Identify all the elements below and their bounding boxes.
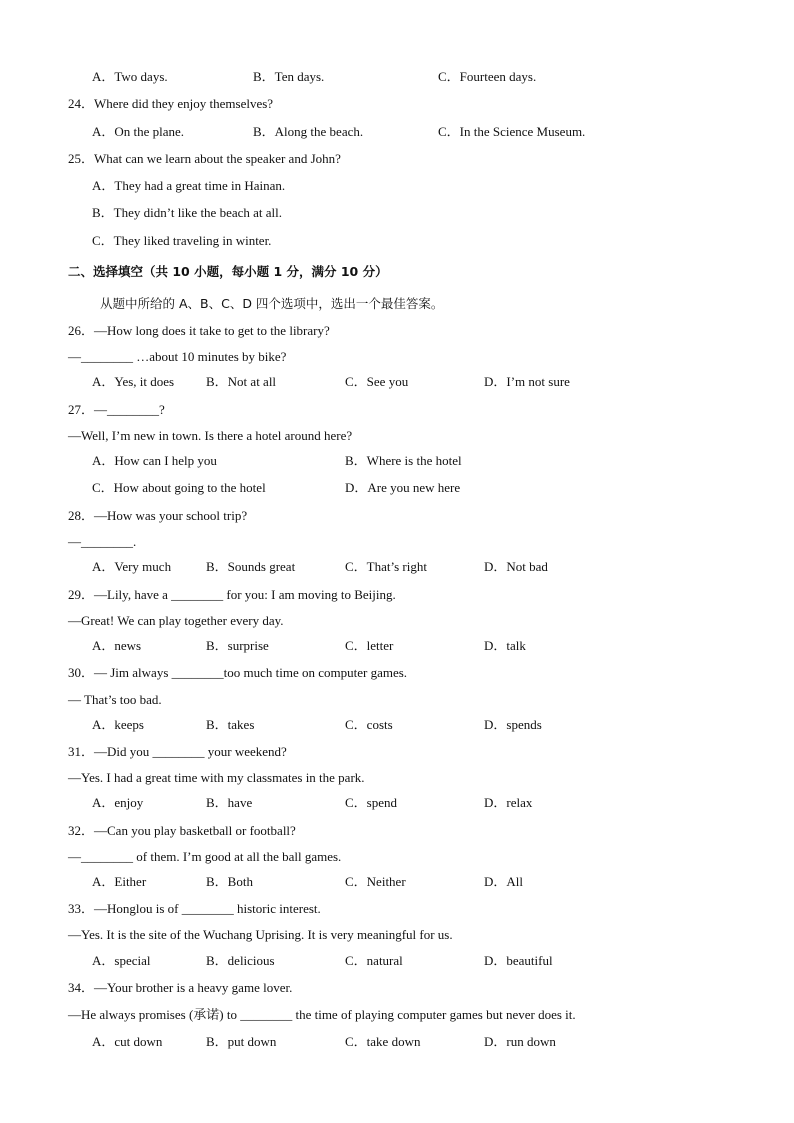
q25-option-a: A．They had a great time in Hainan. bbox=[92, 178, 286, 193]
q26-option-a: A．Yes, it does bbox=[92, 374, 175, 389]
q25-option-b: B．They didn’t like the beach at all. bbox=[92, 205, 283, 220]
q26-option-b: B．Not at all bbox=[206, 374, 277, 389]
q23-option-a: A．Two days. bbox=[92, 69, 168, 84]
q31-option-a: A．enjoy bbox=[92, 795, 144, 810]
q24-option-b: B．Along the beach. bbox=[253, 124, 364, 139]
q24-stem: 24．Where did they enjoy themselves? bbox=[68, 96, 274, 111]
q30-option-b: B．takes bbox=[206, 717, 255, 732]
q32-option-d: D．All bbox=[484, 874, 524, 889]
q27-option-a: A．How can I help you bbox=[92, 453, 217, 468]
q34-option-a: A．cut down bbox=[92, 1034, 163, 1049]
q31-option-c: C．spend bbox=[345, 795, 398, 810]
q31-option-d: D．relax bbox=[484, 795, 533, 810]
q29-stem: 29．—Lily, have a ________ for you: I am moving to Beijing. bbox=[68, 587, 396, 602]
q27-line2: —Well, I’m new in town. Is there a hotel around here? bbox=[68, 428, 353, 443]
q26-stem: 26．—How long does it take to get to the library? bbox=[68, 323, 330, 338]
q34-option-b: B．put down bbox=[206, 1034, 277, 1049]
q29-option-a: A．news bbox=[92, 638, 142, 653]
q33-option-a: A．special bbox=[92, 953, 151, 968]
q32-line2: —________ of them. I’m good at all the ball games. bbox=[68, 849, 342, 864]
q28-stem: 28．—How was your school trip? bbox=[68, 508, 248, 523]
q34-option-c: C．take down bbox=[345, 1034, 421, 1049]
q28-option-b: B．Sounds great bbox=[206, 559, 296, 574]
q29-option-c: C．letter bbox=[345, 638, 394, 653]
q34-line2: —He always promises (承诺) to ________ the time of playing computer games but never does it. bbox=[68, 1007, 576, 1022]
q27-stem: 27．—________? bbox=[68, 402, 165, 417]
section-title: 二、选择填空（共 10 小题，每小题 1 分，满分 10 分） bbox=[68, 264, 388, 279]
q24-option-c: C．In the Science Museum. bbox=[438, 124, 586, 139]
q23-option-c: C．Fourteen days. bbox=[438, 69, 537, 84]
q31-option-b: B．have bbox=[206, 795, 253, 810]
q28-option-d: D．Not bad bbox=[484, 559, 548, 574]
q29-line2: —Great! We can play together every day. bbox=[68, 613, 284, 628]
q32-option-c: C．Neither bbox=[345, 874, 406, 889]
q25-stem: 25．What can we learn about the speaker and John? bbox=[68, 151, 341, 166]
q33-option-d: D．beautiful bbox=[484, 953, 553, 968]
q33-option-b: B．delicious bbox=[206, 953, 275, 968]
q33-stem: 33．—Honglou is of ________ historic interest. bbox=[68, 901, 321, 916]
q30-option-d: D．spends bbox=[484, 717, 542, 732]
q26-line2: —________ …about 10 minutes by bike? bbox=[68, 349, 287, 364]
q30-stem: 30．— Jim always ________too much time on computer games. bbox=[68, 665, 408, 680]
q25-option-c: C．They liked traveling in winter. bbox=[92, 233, 272, 248]
q30-option-a: A．keeps bbox=[92, 717, 144, 732]
section-instruction: 从题中所给的 A、B、C、D 四个选项中，选出一个最佳答案。 bbox=[100, 296, 444, 311]
q34-option-d: D．run down bbox=[484, 1034, 556, 1049]
q33-option-c: C．natural bbox=[345, 953, 403, 968]
q32-stem: 32．—Can you play basketball or football? bbox=[68, 823, 296, 838]
q32-option-a: A．Either bbox=[92, 874, 147, 889]
q31-line2: —Yes. I had a great time with my classmates in the park. bbox=[68, 770, 365, 785]
q32-option-b: B．Both bbox=[206, 874, 253, 889]
q30-option-c: C．costs bbox=[345, 717, 393, 732]
q27-option-d: D．Are you new here bbox=[345, 480, 461, 495]
q24-option-a: A．On the plane. bbox=[92, 124, 185, 139]
q31-stem: 31．—Did you ________ your weekend? bbox=[68, 744, 287, 759]
q28-option-c: C．That’s right bbox=[345, 559, 427, 574]
q29-option-d: D．talk bbox=[484, 638, 526, 653]
q33-line2: —Yes. It is the site of the Wuchang Uprising. It is very meaningful for us. bbox=[68, 927, 453, 942]
q26-option-d: D．I’m not sure bbox=[484, 374, 570, 389]
q26-option-c: C．See you bbox=[345, 374, 409, 389]
q27-option-b: B．Where is the hotel bbox=[345, 453, 462, 468]
q23-option-b: B．Ten days. bbox=[253, 69, 325, 84]
q28-line2: —________. bbox=[68, 534, 137, 549]
q34-stem: 34．—Your brother is a heavy game lover. bbox=[68, 980, 293, 995]
q27-option-c: C．How about going to the hotel bbox=[92, 480, 266, 495]
q30-line2: — That’s too bad. bbox=[68, 692, 162, 707]
q28-option-a: A．Very much bbox=[92, 559, 172, 574]
q29-option-b: B．surprise bbox=[206, 638, 269, 653]
